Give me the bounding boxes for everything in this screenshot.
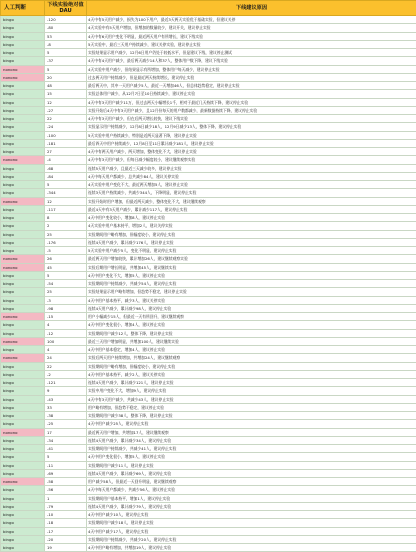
table-row (1, 469, 416, 477)
cell-reason[interactable]: 实验后期用户增长明显，共增加45人，建议继续实验 (87, 263, 416, 271)
table-row (1, 131, 416, 139)
cell-reason[interactable]: 4天中用户减少17人，建议停止实验 (87, 527, 416, 535)
cell-dau[interactable]: -3 (45, 296, 87, 304)
table-row (1, 288, 416, 296)
cell-judge[interactable]: bingo (1, 115, 45, 123)
cell-reason[interactable]: 5天实验中用户减少5人，变化不明显，建议停止实验 (87, 247, 416, 255)
cell-judge[interactable]: nonono (1, 197, 45, 205)
cell-reason[interactable]: 4天中有3天用户减少11万，但过去两天小幅增长1千，相对于最近几天持续下降，建议停止实验 (87, 98, 416, 106)
cell-reason[interactable]: 实验期间用户减少18人，建议停止实验 (87, 519, 416, 527)
cell-judge[interactable]: bingo (1, 148, 45, 156)
table-row (1, 346, 416, 354)
cell-judge[interactable]: bingo (1, 57, 45, 65)
table-row (1, 181, 416, 189)
cell-dau[interactable]: -344 (45, 189, 87, 197)
cell-judge[interactable]: bingo (1, 181, 45, 189)
cell-dau[interactable]: -84 (45, 172, 87, 180)
cell-reason[interactable]: 实验开始时用户增加，但最近两天减少，整体变化不大，建议继续观察 (87, 197, 416, 205)
cell-dau[interactable]: -38 (45, 412, 87, 420)
table-row (1, 436, 416, 444)
cell-reason[interactable]: 4天中用户略有增加，共增加19人，建议停止实验 (87, 544, 416, 552)
cell-dau[interactable]: 17 (45, 428, 87, 436)
cell-dau[interactable]: 25 (45, 288, 87, 296)
table-row (1, 544, 416, 552)
cell-dau[interactable]: 12 (45, 98, 87, 106)
cell-reason[interactable]: 4天中每天用户都减少，总共减少84人，建议关停实验 (87, 172, 416, 180)
table-row (1, 511, 416, 519)
cell-dau[interactable]: -11 (45, 461, 87, 469)
cell-dau[interactable]: -41 (45, 445, 87, 453)
cell-judge[interactable]: bingo (1, 230, 45, 238)
table-row (1, 16, 416, 24)
table-body (1, 16, 416, 552)
cell-judge[interactable]: nonono (1, 337, 45, 345)
table-row (1, 280, 416, 288)
cell-reason[interactable]: 4天中有3天用户减少，共减少43人，建议停止实验 (87, 395, 416, 403)
cell-reason[interactable]: 实验开始后4天中有3天用户减少，且12月份每天的用户数都减少，最新数据持续下降，建议停止实验 (87, 106, 416, 114)
cell-judge[interactable]: bingo (1, 139, 45, 147)
cell-dau[interactable]: -69 (45, 469, 87, 477)
cell-dau[interactable]: -58 (45, 478, 87, 486)
header-judge[interactable]: 人工判断 (1, 1, 45, 16)
cell-judge[interactable]: bingo (1, 172, 45, 180)
cell-dau[interactable]: -25 (45, 420, 87, 428)
table-row (1, 230, 416, 238)
cell-reason[interactable]: 最后四天中用户持续减少，12月8日至11日累计减少181人，建议停止实验 (87, 139, 416, 147)
cell-dau[interactable]: 53 (45, 32, 87, 40)
cell-dau[interactable]: -37 (45, 57, 87, 65)
cell-dau[interactable]: -10 (45, 511, 87, 519)
cell-dau[interactable]: 45 (45, 263, 87, 271)
table-row (1, 65, 416, 73)
cell-judge[interactable]: bingo (1, 16, 45, 24)
cell-dau[interactable]: -120 (45, 16, 87, 24)
cell-dau[interactable]: 5 (45, 181, 87, 189)
table-row (1, 486, 416, 494)
cell-reason[interactable]: 4天中用户基本持平，减少3人，建议关停实验 (87, 296, 416, 304)
cell-reason[interactable]: 4天中用户变化很小，增加5人，建议停止实验 (87, 453, 416, 461)
table-row (1, 164, 416, 172)
table-row (1, 494, 416, 502)
cell-reason[interactable]: 实验结果显示用户减少，12月6日用户仍处于较低水平，但是建议下线，建议停止测试 (87, 49, 416, 57)
cell-reason[interactable]: 4天中有两天用户减少，两天增加，整体变化不大，建议停止实验 (87, 148, 416, 156)
cell-judge[interactable]: bingo (1, 436, 45, 444)
cell-reason[interactable]: 最近4天中有3天用户减少，累计减少117人，建议停止实验 (87, 205, 416, 213)
cell-judge[interactable]: bingo (1, 189, 45, 197)
cell-reason[interactable]: 用户小幅减少15人，但最近一天有所回升，建议继续观察 (87, 313, 416, 321)
header-reason[interactable]: 下线建议原因 (87, 1, 416, 16)
cell-reason[interactable]: 实验期间用户减少38人，整体下降，建议停止实验 (87, 412, 416, 420)
cell-reason[interactable]: 过去两天用户持续减少，但是最近两天持续增长，建议停止实验 (87, 73, 416, 81)
cell-reason[interactable]: 4天实验中用户减少，但结果显示有所增加，整体用户每天减少，建议停止实验 (87, 65, 416, 73)
table-row (1, 139, 416, 147)
cell-judge[interactable]: bingo (1, 445, 45, 453)
cell-reason[interactable]: 4天中用户减少10人，建议停止实验 (87, 511, 416, 519)
cell-judge[interactable]: bingo (1, 387, 45, 395)
cell-dau[interactable]: -176 (45, 238, 87, 246)
table-row (1, 412, 416, 420)
cell-dau[interactable]: -18 (45, 519, 87, 527)
cell-reason[interactable]: 4天实验中有5天用户增加，但增加的数量较少，建议开关，建议停止实验 (87, 24, 416, 32)
cell-judge[interactable]: bingo (1, 280, 45, 288)
cell-judge[interactable]: bingo (1, 535, 45, 543)
table-row (1, 403, 416, 411)
table-row (1, 387, 416, 395)
cell-judge[interactable]: nonono (1, 263, 45, 271)
cell-dau[interactable]: 20 (45, 73, 87, 81)
table-row (1, 379, 416, 387)
cell-judge[interactable]: bingo (1, 502, 45, 510)
cell-judge[interactable]: nonono (1, 156, 45, 164)
table-row (1, 24, 416, 32)
cell-judge[interactable]: bingo (1, 40, 45, 48)
cell-dau[interactable]: -79 (45, 502, 87, 510)
table-row (1, 197, 416, 205)
cell-dau[interactable]: -34 (45, 436, 87, 444)
table-row (1, 271, 416, 279)
cell-judge[interactable]: bingo (1, 544, 45, 552)
cell-reason[interactable]: 连续4天用户减少，累计减少69人，建议停止实验 (87, 469, 416, 477)
cell-dau[interactable]: 19 (45, 544, 87, 552)
cell-judge[interactable]: nonono (1, 313, 45, 321)
table-row (1, 90, 416, 98)
cell-reason[interactable]: 用户略有增加，但趋势不稳定，建议停止实验 (87, 403, 416, 411)
cell-judge[interactable]: bingo (1, 527, 45, 535)
cell-reason[interactable]: 4天中用户基本稳定，增加4人，建议停止实验 (87, 346, 416, 354)
cell-judge[interactable]: bingo (1, 453, 45, 461)
cell-reason[interactable]: 4天实验中用户基本持平，增加2人，建议关停实验 (87, 222, 416, 230)
cell-judge[interactable]: bingo (1, 24, 45, 32)
cell-judge[interactable]: nonono (1, 73, 45, 81)
cell-judge[interactable]: bingo (1, 131, 45, 139)
cell-dau[interactable]: 24 (45, 354, 87, 362)
cell-dau[interactable]: -2 (45, 370, 87, 378)
table-row (1, 156, 416, 164)
cell-dau[interactable]: 1 (45, 494, 87, 502)
table-row (1, 354, 416, 362)
cell-judge[interactable]: bingo (1, 370, 45, 378)
cell-dau[interactable]: -24 (45, 123, 87, 131)
cell-dau[interactable]: -15 (45, 313, 87, 321)
table-row (1, 57, 416, 65)
cell-reason[interactable]: 5天实验中用户持续减少，特别是近两天显著下降，建议停止实验 (87, 131, 416, 139)
cell-dau[interactable]: 48 (45, 82, 87, 90)
cell-reason[interactable]: 最近两天用户增加较快，累计增加26人，建议继续观察实验 (87, 255, 416, 263)
table-row (1, 478, 416, 486)
cell-judge[interactable]: bingo (1, 412, 45, 420)
cell-judge[interactable]: bingo (1, 82, 45, 90)
cell-judge[interactable]: nonono (1, 354, 45, 362)
cell-reason[interactable]: 实验结果显示用户略有增加，但趋势不稳定，建议停止实验 (87, 288, 416, 296)
cell-reason[interactable]: 最近三天用户增加明显，共增加100人，建议继续实验 (87, 337, 416, 345)
table-row (1, 329, 416, 337)
cell-reason[interactable]: 4天中用户减少25人，建议停止实验 (87, 420, 416, 428)
table-row (1, 49, 416, 57)
cell-judge[interactable]: bingo (1, 511, 45, 519)
cell-reason[interactable]: 连续4天用户减少，累计减少79人，建议停止实验 (87, 502, 416, 510)
cell-reason[interactable]: 最后两天中，其中一天用户减少5人，最近一天增加46人，但总体趋势稳定，建议停止实验 (87, 82, 416, 90)
cell-dau[interactable]: 100 (45, 337, 87, 345)
cell-dau[interactable]: -8 (45, 40, 87, 48)
table-row (1, 263, 416, 271)
cell-reason[interactable]: 4天中用户基本持平，减少2人，建议关停实验 (87, 370, 416, 378)
cell-judge[interactable]: bingo (1, 403, 45, 411)
cell-reason[interactable]: 4天中有3天用户减少，但每日减少幅度较小，建议继续观察实验 (87, 156, 416, 164)
cell-judge[interactable]: bingo (1, 461, 45, 469)
cell-dau[interactable]: -17 (45, 527, 87, 535)
table-row (1, 461, 416, 469)
cell-reason[interactable]: 实验期间用户基本持平，增加1人，建议停止实验 (87, 494, 416, 502)
cell-reason[interactable]: 连续4天用户减少，累计减少121人，建议停止实验 (87, 379, 416, 387)
cell-reason[interactable]: 连续4天用户减少，累计减少34人，建议停止实验 (87, 436, 416, 444)
cell-dau[interactable]: -181 (45, 139, 87, 147)
table-row (1, 428, 416, 436)
cell-dau[interactable]: 5 (45, 453, 87, 461)
cell-dau[interactable]: -54 (45, 280, 87, 288)
cell-reason[interactable]: 实验期间用户持续减少，共减少41人，建议停止实验 (87, 445, 416, 453)
table-row (1, 362, 416, 370)
cell-dau[interactable]: 4 (45, 321, 87, 329)
cell-dau[interactable]: -98 (45, 304, 87, 312)
table-row (1, 189, 416, 197)
cell-judge[interactable]: bingo (1, 205, 45, 213)
cell-reason[interactable]: 4天中用户变化很小，增加4人，建议停止实验 (87, 321, 416, 329)
cell-dau[interactable]: -20 (45, 535, 87, 543)
cell-judge[interactable]: bingo (1, 222, 45, 230)
cell-reason[interactable]: 4天中用户变化较小，增加8人，建议停止实验 (87, 214, 416, 222)
table-row (1, 73, 416, 81)
cell-reason[interactable]: 实验期间用户持续减少，共减少20人，建议停止实验 (87, 535, 416, 543)
cell-reason[interactable]: 实验期间用户减少11人，建议停止实验 (87, 461, 416, 469)
table-row (1, 40, 416, 48)
cell-judge[interactable]: bingo (1, 469, 45, 477)
cell-judge[interactable]: bingo (1, 123, 45, 131)
table-row (1, 296, 416, 304)
cell-judge[interactable]: bingo (1, 304, 45, 312)
cell-reason[interactable]: 连续3天用户持续减少，共减少344人，下降明显，建议停止实验 (87, 189, 416, 197)
table-row (1, 453, 416, 461)
table-row (1, 395, 416, 403)
cell-reason[interactable]: 5天实验中，最后三天用户持续减少，建议关停实验，建议停止实验 (87, 40, 416, 48)
table-row (1, 32, 416, 40)
cell-dau[interactable]: 5 (45, 271, 87, 279)
table-row (1, 420, 416, 428)
cell-judge[interactable]: bingo (1, 49, 45, 57)
cell-judge[interactable]: bingo (1, 247, 45, 255)
cell-reason[interactable]: 连续4天用户减少，累计减少98人，建议停止实验 (87, 304, 416, 312)
cell-judge[interactable]: bingo (1, 214, 45, 222)
cell-reason[interactable]: 4天中有5天用户减少，损失为100下用户，最近3天两天实验优于基础实验，但建议关停 (87, 16, 416, 24)
cell-dau[interactable]: -12 (45, 329, 87, 337)
table-row (1, 205, 416, 213)
cell-judge[interactable]: bingo (1, 395, 45, 403)
table-row (1, 172, 416, 180)
cell-dau[interactable]: -56 (45, 486, 87, 494)
table-row (1, 255, 416, 263)
table-row (1, 82, 416, 90)
cell-judge[interactable]: bingo (1, 362, 45, 370)
cell-dau[interactable]: -68 (45, 164, 87, 172)
cell-judge[interactable]: bingo (1, 346, 45, 354)
cell-judge[interactable]: bingo (1, 379, 45, 387)
cell-dau[interactable]: -27 (45, 106, 87, 114)
cell-dau[interactable]: 4 (45, 346, 87, 354)
cell-reason[interactable]: 实验期间用户减少12人，整体下降，建议停止实验 (87, 329, 416, 337)
cell-reason[interactable]: 实验中用户变化不大，增加9人，建议停止实验 (87, 387, 416, 395)
table-row (1, 370, 416, 378)
cell-judge[interactable]: bingo (1, 494, 45, 502)
cell-dau[interactable]: -43 (45, 395, 87, 403)
cell-judge[interactable]: bingo (1, 98, 45, 106)
cell-dau[interactable]: 25 (45, 230, 87, 238)
cell-dau[interactable]: 5 (45, 49, 87, 57)
table-row (1, 321, 416, 329)
table-row (1, 519, 416, 527)
cell-dau[interactable]: 9 (45, 387, 87, 395)
cell-reason[interactable]: 连续4天用户减少，累计减少176人，建议停止实验 (87, 238, 416, 246)
cell-judge[interactable]: nonono (1, 478, 45, 486)
cell-judge[interactable]: bingo (1, 321, 45, 329)
cell-judge[interactable]: bingo (1, 106, 45, 114)
table-row (1, 445, 416, 453)
header-row (1, 1, 416, 16)
cell-dau[interactable]: 22 (45, 362, 87, 370)
cell-reason[interactable]: 用户减少58人，但最近一天回升明显，建议继续观察 (87, 478, 416, 486)
cell-judge[interactable]: bingo (1, 271, 45, 279)
cell-judge[interactable]: bingo (1, 90, 45, 98)
cell-dau[interactable]: -80 (45, 24, 87, 32)
table-row (1, 337, 416, 345)
cell-reason[interactable]: 实验期间用户略有增加，但幅度较小，建议停止实验 (87, 362, 416, 370)
table-row (1, 214, 416, 222)
header-dau[interactable]: 下线实验绝对值DAU (45, 1, 87, 16)
table-row (1, 535, 416, 543)
cell-judge[interactable]: bingo (1, 296, 45, 304)
cell-dau[interactable]: 5 (45, 65, 87, 73)
cell-judge[interactable]: bingo (1, 32, 45, 40)
cell-reason[interactable]: 最近两天用户增加，共增加17人，建议继续观察 (87, 428, 416, 436)
cell-dau[interactable]: 27 (45, 148, 87, 156)
cell-judge[interactable]: bingo (1, 288, 45, 296)
table-row (1, 115, 416, 123)
cell-reason[interactable]: 实验期间用户略有增加，但幅度较小，建议停止实验 (87, 230, 416, 238)
cell-judge[interactable]: bingo (1, 164, 45, 172)
table-row (1, 106, 416, 114)
cell-dau[interactable]: 15 (45, 90, 87, 98)
cell-reason[interactable]: 4天实验中用户变化不大，最近两天增加5人，建议停止实验 (87, 181, 416, 189)
cell-judge[interactable]: nonono (1, 428, 45, 436)
cell-judge[interactable]: nonono (1, 65, 45, 73)
cell-judge[interactable]: bingo (1, 519, 45, 527)
cell-reason[interactable]: 实验后两天用户持续增加，共增加24人，建议继续观察 (87, 354, 416, 362)
table-row (1, 123, 416, 131)
cell-dau[interactable]: 2 (45, 222, 87, 230)
cell-reason[interactable]: 实验总体用户减少，从12月7日至10日持续减少，建议停止实验 (87, 90, 416, 98)
table-row (1, 313, 416, 321)
cell-dau[interactable]: -100 (45, 131, 87, 139)
cell-judge[interactable]: bingo (1, 329, 45, 337)
cell-dau[interactable]: -117 (45, 205, 87, 213)
cell-reason[interactable]: 4天中有3天用户减少，但在后两天增长较快，建议下线实验 (87, 115, 416, 123)
table-row (1, 98, 416, 106)
cell-dau[interactable]: -5 (45, 247, 87, 255)
table-row (1, 238, 416, 246)
cell-judge[interactable]: bingo (1, 486, 45, 494)
cell-judge[interactable]: bingo (1, 420, 45, 428)
cell-reason[interactable]: 4天中每天用户都减少，共减少56人，建议停止实验 (87, 486, 416, 494)
cell-dau[interactable]: 22 (45, 115, 87, 123)
cell-reason[interactable]: 4天中用户变化不大，增加5人，建议停止实验 (87, 271, 416, 279)
cell-judge[interactable]: nonono (1, 255, 45, 263)
cell-judge[interactable]: bingo (1, 238, 45, 246)
table-row (1, 527, 416, 535)
cell-dau[interactable]: 26 (45, 255, 87, 263)
cell-reason[interactable]: 4天中有6天用户变化不明显，最近两天用户有所增长，建议下线实验 (87, 32, 416, 40)
table-row (1, 502, 416, 510)
cell-reason[interactable]: 4天中有4天用户减少，最后两天减少14人和37人，整体用户数下降，建议下线实验 (87, 57, 416, 65)
table-row (1, 304, 416, 312)
cell-dau[interactable]: 12 (45, 197, 87, 205)
cell-dau[interactable]: 33 (45, 403, 87, 411)
cell-reason[interactable]: 实验期间用户持续减少，共减少54人，建议停止实验 (87, 280, 416, 288)
table-row (1, 247, 416, 255)
cell-dau[interactable]: -4 (45, 156, 87, 164)
table-row (1, 222, 416, 230)
cell-dau[interactable]: 8 (45, 214, 87, 222)
table-row (1, 148, 416, 156)
cell-reason[interactable]: 连续5天用户减少，且最近三天减少较多，建议停止实验 (87, 164, 416, 172)
cell-dau[interactable]: -121 (45, 379, 87, 387)
cell-reason[interactable]: 实验显示用户持续减少，12月8日减少18人，12月9日减少13人，整体下降，建议停止实验 (87, 123, 416, 131)
